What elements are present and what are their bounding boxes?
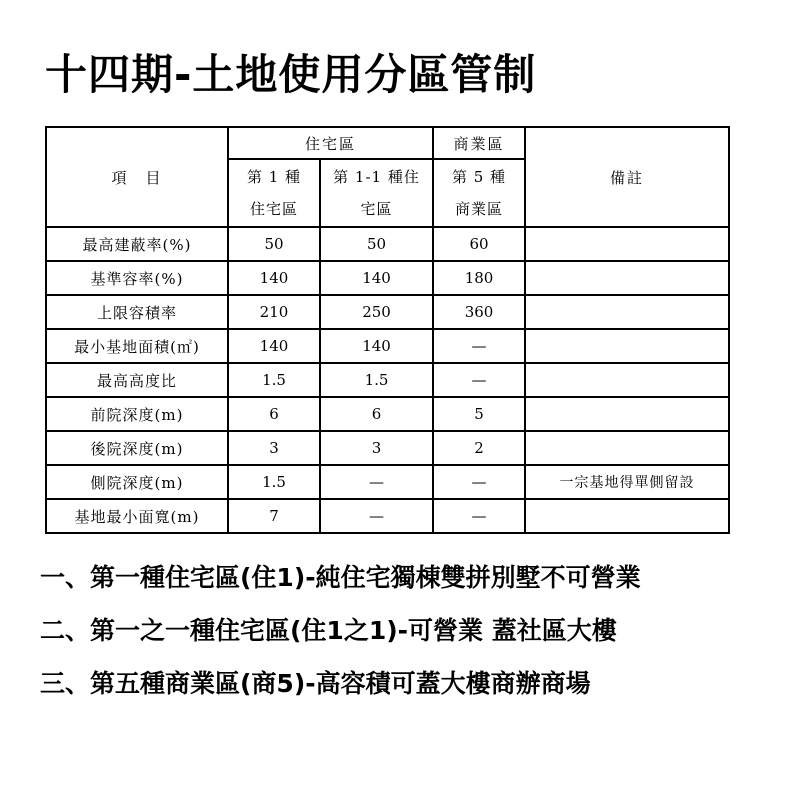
table-row <box>46 295 729 329</box>
cell-res11: 140 <box>320 261 433 295</box>
cell-note <box>525 431 729 465</box>
residential-group-header: 住宅區 <box>228 127 433 159</box>
cell-com5: 360 <box>433 295 525 329</box>
row-label: 後院深度(m) <box>46 431 228 465</box>
col-header-res1 <box>228 159 320 227</box>
cell-res11: 50 <box>320 227 433 261</box>
table-row <box>46 227 729 261</box>
row-label: 側院深度(m) <box>46 465 228 499</box>
cell-res11: 140 <box>320 329 433 363</box>
cell-res11: 1.5 <box>320 363 433 397</box>
note-line-3: 三、第五種商業區(商5)-高容積可蓋大樓商辦商場 <box>40 669 591 698</box>
col-header-res1-line1: 第 1 種 <box>246 168 302 186</box>
cell-res1: 1.5 <box>228 363 320 397</box>
table-row <box>46 261 729 295</box>
cell-res11: 3 <box>320 431 433 465</box>
cell-res1: 7 <box>228 499 320 533</box>
cell-res1: 210 <box>228 295 320 329</box>
row-label: 基準容率(%) <box>46 261 228 295</box>
row-label: 最高高度比 <box>46 363 228 397</box>
cell-note <box>525 261 729 295</box>
cell-note <box>525 227 729 261</box>
cell-com5: — <box>433 329 525 363</box>
table-row <box>46 499 729 533</box>
cell-com5: — <box>433 465 525 499</box>
zone-notes <box>40 560 641 719</box>
row-label: 最小基地面積(㎡) <box>46 329 228 363</box>
cell-res1: 6 <box>228 397 320 431</box>
col-header-com5-line2: 商業區 <box>455 200 504 218</box>
note-line-1: 一、第一種住宅區(住1)-純住宅獨棟雙拼別墅不可營業 <box>40 563 641 592</box>
commercial-group-header: 商業區 <box>433 127 525 159</box>
cell-res1: 3 <box>228 431 320 465</box>
col-header-com5 <box>433 159 525 227</box>
cell-res1: 50 <box>228 227 320 261</box>
cell-note <box>525 295 729 329</box>
col-header-res1-line2: 住宅區 <box>249 200 298 218</box>
cell-res1: 140 <box>228 329 320 363</box>
cell-note <box>525 329 729 363</box>
table-row <box>46 397 729 431</box>
table-row <box>46 431 729 465</box>
col-header-res11-line1: 第 1-1 種住 <box>333 168 420 186</box>
cell-res11: — <box>320 499 433 533</box>
table-row <box>46 363 729 397</box>
remarks-header: 備註 <box>525 127 729 227</box>
cell-res11: 6 <box>320 397 433 431</box>
col-header-res11-line2: 宅區 <box>360 200 393 218</box>
table-row <box>46 329 729 363</box>
col-header-res11 <box>320 159 433 227</box>
cell-res1: 1.5 <box>228 465 320 499</box>
cell-note <box>525 499 729 533</box>
item-header: 項 目 <box>46 127 228 227</box>
row-label: 上限容積率 <box>46 295 228 329</box>
cell-res11: — <box>320 465 433 499</box>
cell-com5: — <box>433 499 525 533</box>
page-title: 十四期-土地使用分區管制 <box>45 50 537 99</box>
note-line-2: 二、第一之一種住宅區(住1之1)-可營業 蓋社區大樓 <box>40 616 617 645</box>
row-label: 最高建蔽率(%) <box>46 227 228 261</box>
cell-com5: — <box>433 363 525 397</box>
cell-note <box>525 397 729 431</box>
cell-res1: 140 <box>228 261 320 295</box>
cell-res11: 250 <box>320 295 433 329</box>
cell-com5: 180 <box>433 261 525 295</box>
table-row <box>46 465 729 499</box>
cell-com5: 60 <box>433 227 525 261</box>
cell-com5: 2 <box>433 431 525 465</box>
zoning-table <box>45 126 730 534</box>
cell-note <box>525 363 729 397</box>
col-header-com5-line1: 第 5 種 <box>451 168 507 186</box>
table-header-row <box>46 127 729 159</box>
cell-note: 一宗基地得單側留設 <box>525 465 729 499</box>
cell-com5: 5 <box>433 397 525 431</box>
row-label: 基地最小面寬(m) <box>46 499 228 533</box>
row-label: 前院深度(m) <box>46 397 228 431</box>
